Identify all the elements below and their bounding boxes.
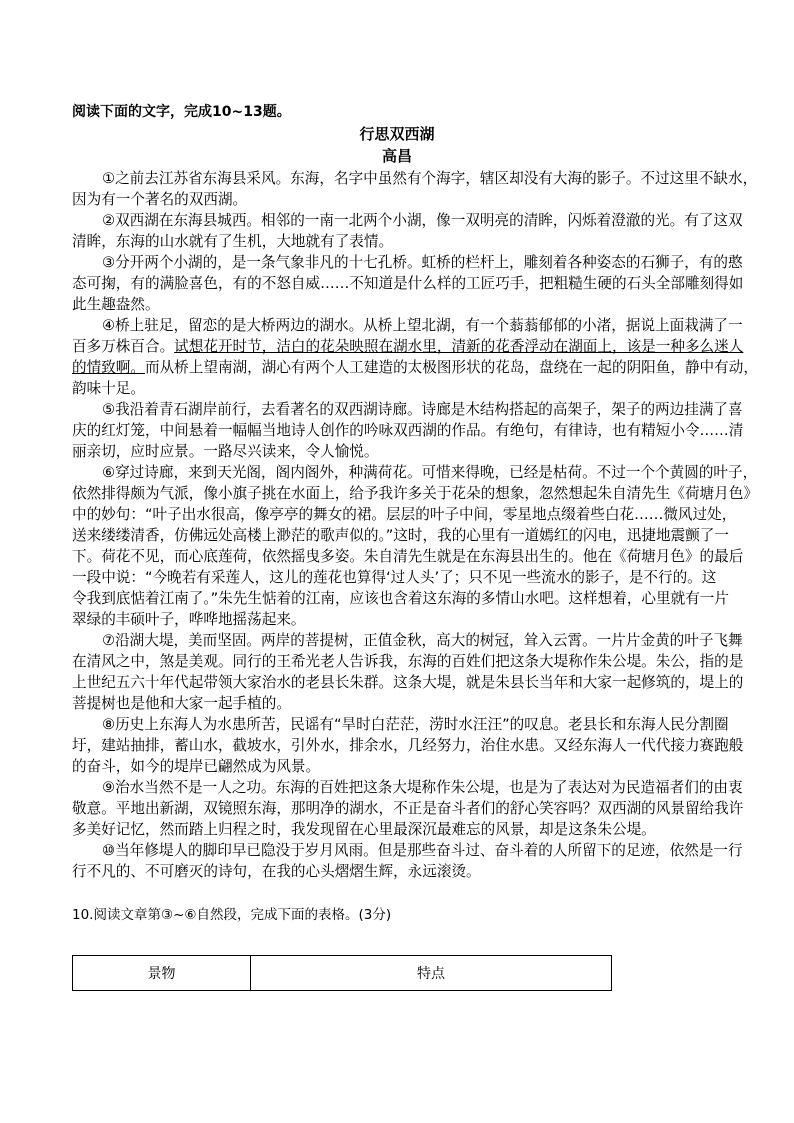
text-segment: ③分开两个小湖的，是一条气象非凡的十七孔桥。虹桥的栏杆上，雕刻着各种姿态的石狮子，有的憨 — [102, 254, 743, 271]
paragraph — [72, 462, 762, 630]
text-segment: 上世纪五六十年代起带领大家治水的老县长朱群。这条大堤，就是朱县长当年和大家一起修筑的，堤上的 — [72, 674, 744, 691]
paragraph — [72, 399, 762, 462]
text-segment: 依然排得颇为气派，像小旗子挑在水面上，给予我许多关于花朵的想象，忽然想起朱自清先生《荷塘月色》 — [72, 485, 758, 502]
article-author: 高昌 — [381, 147, 412, 165]
text-segment: 因为有一个著名的双西湖。 — [72, 191, 248, 208]
paragraph-line — [72, 693, 762, 714]
paragraph-line — [72, 273, 762, 294]
answer-table — [72, 955, 612, 991]
paragraph-line — [72, 651, 762, 672]
paragraph — [72, 777, 762, 840]
paragraph-line — [72, 315, 762, 336]
text-segment: ⑩当年修堤人的脚印早已隐没于岁月风雨。但是那些奋斗过、奋斗着的人所留下的足迹，依然是一行 — [102, 842, 743, 859]
paragraph-line — [72, 378, 762, 399]
paragraph-line — [72, 756, 762, 777]
paragraph-line — [72, 777, 762, 798]
text-segment: 行不凡的、不可磨灭的诗句，在我的心头熠熠生辉，永远滚烫。 — [72, 863, 481, 880]
text-segment: 中的妙句：“叶子出水很高，像亭亭的舞女的裙。层层的叶子中间，零星地点缀着些白花……微风过处， — [72, 506, 737, 523]
paragraph — [72, 210, 762, 252]
paragraph-line — [72, 441, 762, 462]
paragraph-line — [72, 609, 762, 630]
text-segment: ①之前去江苏省东海县采风。东海，名字中虽然有个海字，辖区却没有大海的影子。不过这里不缺水， — [102, 170, 758, 187]
question-10: 10.阅读文章第③~⑥自然段，完成下面的表格。(3分) — [72, 907, 392, 923]
text-segment: 韵味十足。 — [72, 380, 145, 397]
text-segment: 态可掬，有的满脸喜色，有的不怒自威……不知道是什么样的工匠巧手，把粗糙生硬的石头全部雕刻得如 — [72, 275, 744, 292]
text-segment: ⑤我沿着青石湖岸前行，去看著名的双西湖诗廊。诗廊是木结构搭起的高架子，架子的两边挂满了喜 — [102, 401, 743, 418]
paragraph-line — [72, 819, 762, 840]
paragraph — [72, 168, 762, 210]
text-segment: ⑦沿湖大堤，美而坚固。两岸的菩提树，正值金秋，高大的树冠，耸入云霄。一片片金黄的叶子飞舞 — [102, 632, 743, 649]
text-segment: 敬意。平地出新湖，双镜照东海，那明净的湖水，不正是奋斗者们的舒心笑容吗？双西湖的风景留给我许 — [72, 800, 744, 817]
text-segment: 百多万株百合。 — [72, 338, 175, 355]
paragraph-line — [72, 735, 762, 756]
paragraph-line — [72, 714, 762, 735]
paragraph-line — [72, 252, 762, 273]
text-segment: ②双西湖在东海县城西。相邻的一南一北两个小湖，像一双明亮的清眸，闪烁着澄澈的光。有了这双 — [102, 212, 743, 229]
text-segment: ⑥穿过诗廊，来到天光阁，阁内阁外，种满荷花。可惜来得晚，已经是枯荷。不过一个个黄圆的叶子， — [102, 464, 758, 481]
paragraph-line — [72, 231, 762, 252]
paragraph-line — [72, 189, 762, 210]
text-segment: 一段中说：“今晚若有采莲人，这儿的莲花也算得‘过人头’了；只不见一些流水的影子，是不行的。这 — [72, 569, 717, 586]
article-title: 行思双西湖 — [359, 125, 435, 143]
text-segment: 菩提树也是他和大家一起手植的。 — [72, 695, 291, 712]
table-header-row — [73, 956, 612, 991]
underlined-text: 的情致啊。 — [72, 359, 145, 376]
paragraph-line — [72, 462, 762, 483]
paragraph-line — [72, 336, 762, 357]
paragraph-line — [72, 483, 762, 504]
text-segment: 多美好记忆，然而踏上归程之时，我发现留在心里最深沉最难忘的风景，却是这条朱公堤。 — [72, 821, 656, 838]
paragraph — [72, 252, 762, 315]
text-segment: 令我到底惦着江南了。”朱先生惦着的江南，应该也含着这东海的多情山水吧。这样想着，心里就有一片 — [72, 590, 729, 607]
paragraph-line — [72, 672, 762, 693]
paragraph-line — [72, 861, 762, 882]
table-header-scenery: 景物 — [73, 956, 251, 991]
paragraph — [72, 714, 762, 777]
paragraph-line — [72, 504, 762, 525]
paragraph-line — [72, 546, 762, 567]
instruction-heading: 阅读下面的文字，完成10~13题。 — [72, 104, 291, 120]
paragraph-line — [72, 399, 762, 420]
text-segment: 翠绿的丰硕叶子，哗哗地摇荡起来。 — [72, 611, 306, 628]
article-body — [72, 168, 762, 882]
text-segment: 清眸，东海的山水就有了生机，大地就有了表情。 — [72, 233, 394, 250]
paragraph-line — [72, 525, 762, 546]
underlined-text: 试想花开时节，洁白的花朵映照在湖水里，清新的花香浮动在湖面上，该是一种多么迷人 — [174, 338, 744, 355]
text-segment: 在清风之中，煞是美观。同行的王希光老人告诉我，东海的百姓们把这条大堤称作朱公堤。朱公，指的是 — [72, 653, 744, 670]
text-segment: 庆的红灯笼，中间悬着一幅幅当地诗人创作的吟咏双西湖的作品。有绝句，有律诗，也有精短小令……清 — [72, 422, 744, 439]
paragraph-line — [72, 210, 762, 231]
paragraph-line — [72, 168, 762, 189]
text-segment: 丽亲切，应时应景。一路尽兴读来，令人愉悦。 — [72, 443, 379, 460]
text-segment: ⑧历史上东海人为水患所苦，民谣有“旱时白茫茫，涝时水汪汪”的叹息。老县长和东海人民分割圈 — [102, 716, 729, 733]
text-segment: 此生趣盎然。 — [72, 296, 160, 313]
text-segment: 送来缕缕清香，仿佛远处高楼上渺茫的歌声似的。”这时，我的心里有一道嫣红的闪电，迅捷地震颤了一 — [72, 527, 729, 544]
text-segment: ⑨治水当然不是一人之功。东海的百姓把这条大堤称作朱公堤，也是为了表达对为民造福者们的由衷 — [102, 779, 743, 796]
paragraph-line — [72, 357, 762, 378]
paragraph-line — [72, 588, 762, 609]
text-segment: 圩，建站抽排，蓄山水，截坡水，引外水，排余水，几经努力，治住水患。又经东海人一代代接力赛跑般 — [72, 737, 744, 754]
text-segment: ④桥上驻足，留恋的是大桥两边的湖水。从桥上望北湖，有一个蓊蓊郁郁的小渚，据说上面栽满了一 — [102, 317, 743, 334]
paragraph-line — [72, 840, 762, 861]
paragraph-line — [72, 567, 762, 588]
paragraph — [72, 630, 762, 714]
text-segment: 而从桥上望南湖，湖心有两个人工建造的太极图形状的花岛，盘绕在一起的阴阳鱼，静中有动， — [144, 359, 758, 376]
paragraph-line — [72, 630, 762, 651]
text-segment: 的奋斗，如今的堤岸已翩然成为风景。 — [72, 758, 321, 775]
paragraph — [72, 840, 762, 882]
paragraph-line — [72, 798, 762, 819]
table-header-features: 特点 — [251, 956, 612, 991]
paragraph-line — [72, 420, 762, 441]
paragraph-line — [72, 294, 762, 315]
text-segment: 下。荷花不见，而心底莲荷，依然摇曳多姿。朱自清先生就是在东海县出生的。他在《荷塘月色》的最后 — [72, 548, 744, 565]
paragraph — [72, 315, 762, 399]
